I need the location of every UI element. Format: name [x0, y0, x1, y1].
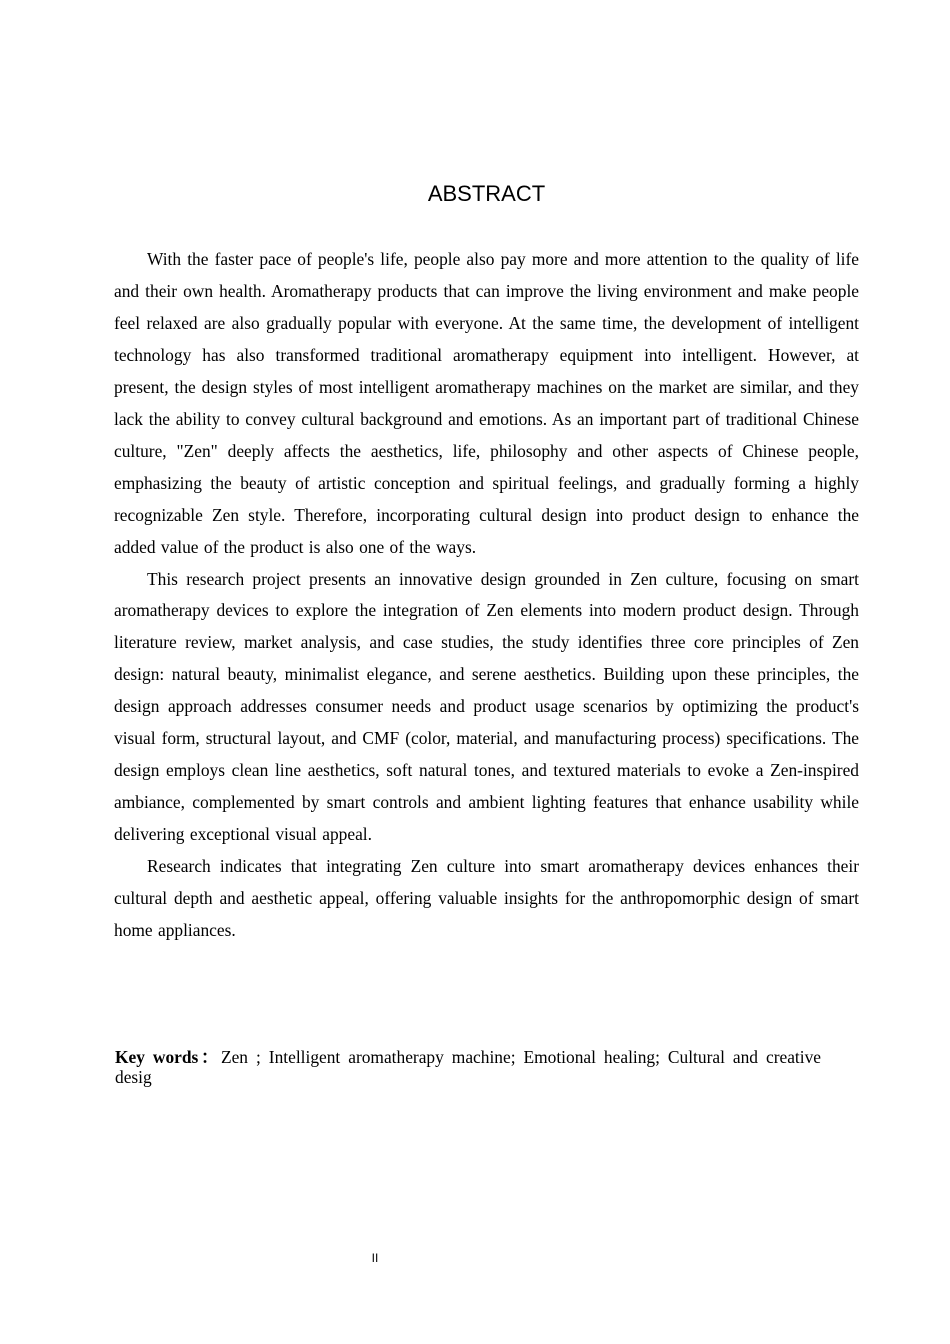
abstract-body — [114, 244, 859, 947]
keywords-block — [115, 1047, 821, 1087]
abstract-paragraph-1: With the faster pace of people's life, people also pay more and more attention to the quality of life and their own health. Aromatherapy products that can improve the living environment and make people feel relaxed are also gradually popular with everyone. At the same time, the development of intelligent technology has also transformed traditional aromatherapy equipment into intelligent. However, at present, the design styles of most intelligent aromatherapy machines on the market are similar, and they lack the ability to convey cultural background and emotions. As an important part of traditional Chinese culture, "Zen" deeply affects the aesthetics, life, philosophy and other aspects of Chinese people, emphasizing the beauty of artistic conception and spiritual feelings, and gradually forming a highly recognizable Zen style. Therefore, incorporating cultural design into product design to enhance the added value of the product is also one of the ways. — [114, 249, 859, 557]
keywords-text: Zen ; Intelligent aromatherapy machine; Emotional healing; Cultural and creative desig — [115, 1047, 821, 1087]
abstract-paragraph-3: Research indicates that integrating Zen culture into smart aromatherapy devices enhances their cultural depth and aesthetic appeal, offering valuable insights for the anthropomorphic design of smart home appliances. — [114, 856, 859, 941]
page-number: II — [371, 1251, 379, 1265]
abstract-title: ABSTRACT — [427, 181, 546, 206]
keywords-label: Key words： — [115, 1047, 221, 1067]
abstract-paragraph-2: This research project presents an innovative design grounded in Zen culture, focusing on smart aromatherapy devices to explore the integration of Zen elements into modern product design. Through literature review, market analysis, and case studies, the study identifies three core principles of Zen design: natural beauty, minimalist elegance, and serene aesthetics. Building upon these principles, the design approach addresses consumer needs and product usage scenarios by optimizing the product's visual form, structural layout, and CMF (color, material, and manufacturing process) specifications. The design employs clean line aesthetics, soft natural tones, and textured materials to evoke a Zen-inspired ambiance, complemented by smart controls and ambient lighting features that enhance usability while delivering exceptional visual appeal. — [114, 568, 859, 845]
